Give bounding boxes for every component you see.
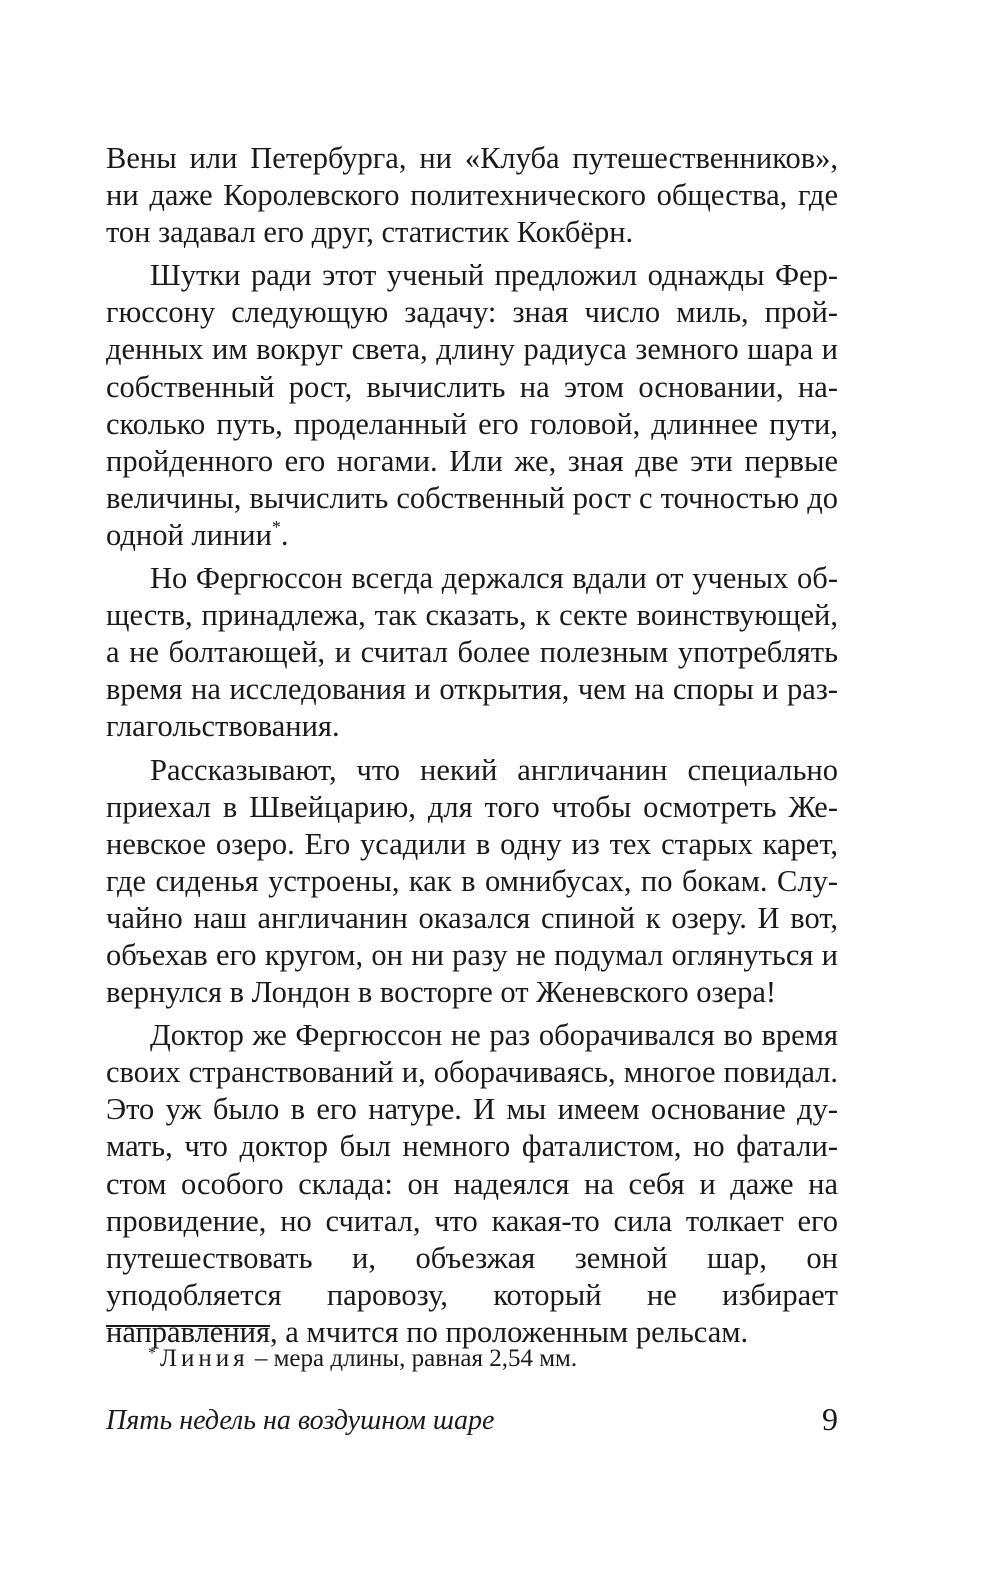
paragraph-2: Шутки ради этот ученый предложил однажды Фергюссону следующую задачу: зная число миль, пройденных им вокруг света, длину радиуса земного шара и собственный рост, вычислить на этом основании, насколько путь, проделанный его головой, длиннее пути, пройденного его ногами. Или же, зная две эти первые величины, вычислить собственный рост с точностью до одной линии*. bbox=[106, 258, 838, 552]
paragraph-3 bbox=[106, 560, 838, 745]
paragraph-4 bbox=[106, 752, 838, 1012]
paragraph-1 bbox=[106, 140, 838, 251]
paragraph-5 bbox=[106, 1017, 838, 1351]
footnote bbox=[148, 1338, 577, 1375]
paragraph-5-text: Доктор же Фергюссон не раз оборачивался во время своих странствований и, оборачиваясь, многое повидал. Это уж было в его натуре. И мы имеем основание думать, что доктор был немного фаталистом, но фаталистом особого склада: он надеялся на себя и даже на провидение, но считал, что какая-то сила толкает его путешествовать и, объезжая земной шар, он уподобляется паровозу, который не избирает направления, а мчится по проложенным рельсам. bbox=[106, 1018, 838, 1349]
main-text bbox=[106, 140, 838, 1351]
running-title: Пять недель на воздушном шаре bbox=[106, 1405, 495, 1436]
footnote-mark: * bbox=[148, 1345, 156, 1362]
footnote-definition: – мера длины, равная 2,54 мм. bbox=[248, 1345, 578, 1372]
page-number: 9 bbox=[822, 1401, 838, 1437]
footnote-reference-mark[interactable]: * bbox=[271, 516, 281, 537]
paragraph-4-text: Рассказывают, что некий англичанин специально приехал в Швейцарию, для того чтобы осмотреть Женевское озеро. Его усадили в одну из тех старых карет, где сиденья устроены, как в омнибусах, по бокам. Случайно наш англичанин оказался спиной к озеру. И вот, объехав его кругом, он ни разу не подумал оглянуться и вернулся в Лондон в восторге от Женевского озера! bbox=[106, 752, 838, 1010]
paragraph-1-text: Вены или Петербурга, ни «Клуба путешественников», ни даже Королевского политехнического общества, где тон задавал его друг, статистик Кокбёрн. bbox=[106, 141, 838, 250]
paragraph-2-text: Шутки ради этот ученый предложил однажды Фергюссону следующую задачу: зная число миль, пройденных им вокруг света, длину радиуса земного шара и собственный рост, вычислить на этом основании, насколько путь, проделанный его головой, длиннее пути, пройденного его ногами. Или же, зная две эти первые величины, вычислить собственный рост с точностью до одной линии bbox=[106, 258, 838, 552]
footnote-divider bbox=[106, 1325, 270, 1327]
footnote-term: Линия bbox=[160, 1345, 249, 1372]
page-body bbox=[106, 140, 838, 1351]
paragraph-3-text: Но Фергюссон всегда держался вдали от ученых обществ, принадлежа, так сказать, к секте воинствующей, а не болтающей, и считал более полезным употреблять время на исследования и открытия, чем на споры и разглагольствования. bbox=[106, 561, 838, 744]
